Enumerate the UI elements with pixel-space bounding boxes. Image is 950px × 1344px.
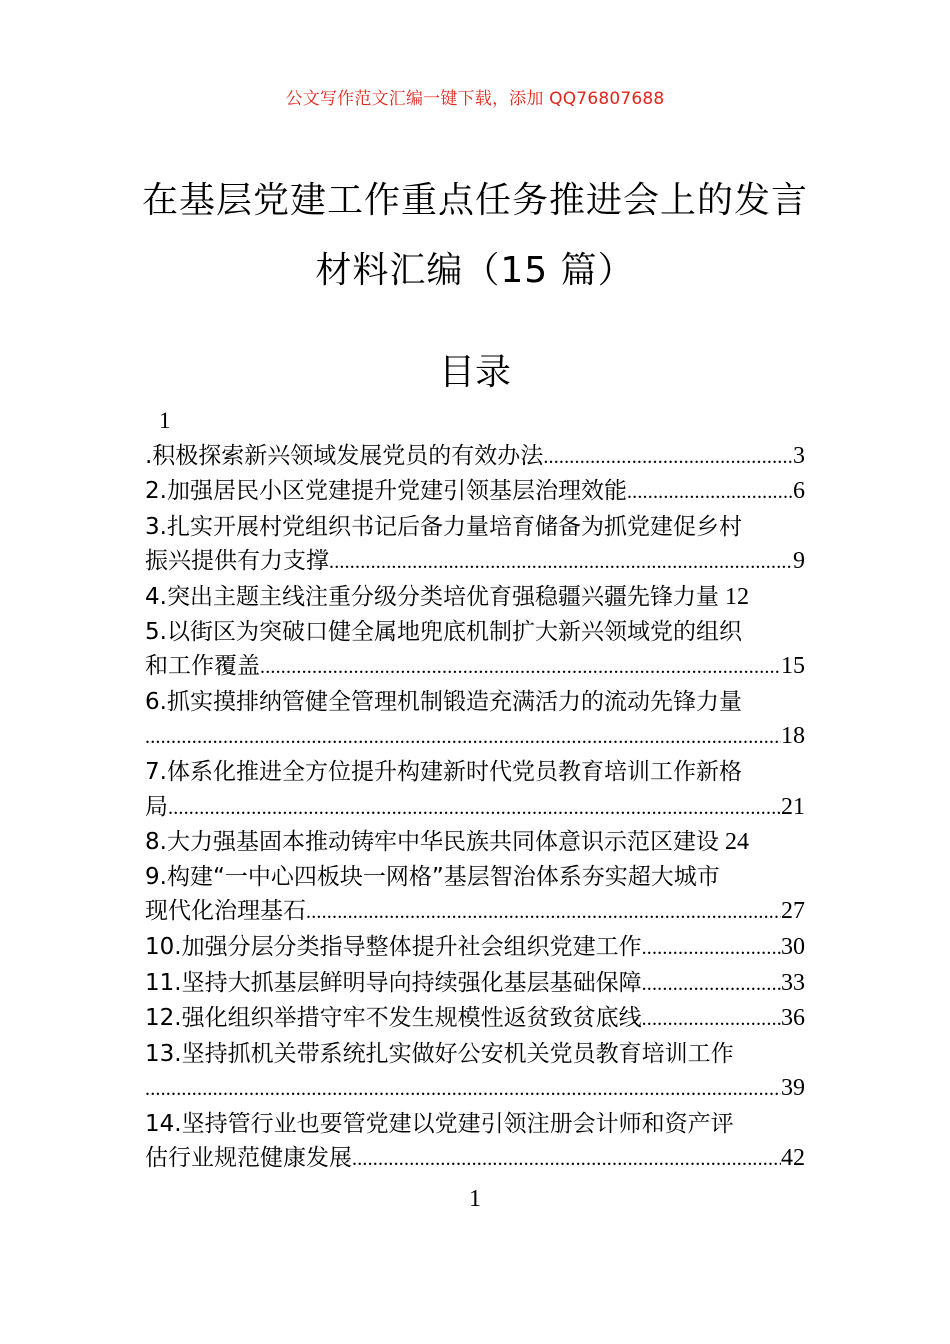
page-number: 1 [469, 1186, 481, 1212]
toc-entry[interactable] [145, 474, 805, 510]
toc-leader-dots [168, 791, 781, 826]
toc-entry-page: 36 [781, 1005, 805, 1032]
toc-heading: 目录 [438, 352, 511, 393]
toc-leader-dots [260, 650, 781, 685]
toc-entry-label: 局 [145, 793, 168, 820]
toc-entry-line1[interactable]: 13.坚持抓机关带系统扎实做好公安机关党员教育培训工作 [145, 1040, 734, 1067]
toc-entry[interactable] [145, 649, 805, 685]
table-of-contents [145, 404, 805, 1177]
toc-entry-label: 12.强化组织举措守牢不发生规模性返贫致贫底线 [145, 1005, 642, 1032]
toc-entry-line1[interactable]: 9.构建“一中心四板块一网格”基层智治体系夯实超大城市 [145, 863, 720, 890]
toc-entry-label: 振兴提供有力支撑 [145, 548, 329, 575]
toc-entry-page: 15 [781, 653, 805, 680]
toc-entry-page: 30 [781, 933, 805, 960]
toc-entry-page: 18 [781, 723, 805, 750]
toc-leader-dots [627, 475, 793, 510]
toc-leader-dots [352, 1142, 781, 1177]
toc-entry-label: 2.加强居民小区党建提升党建引领基层治理效能 [145, 478, 627, 505]
toc-entry[interactable] [145, 825, 805, 860]
toc-leader-dots [145, 720, 781, 755]
toc-leader-dots [642, 1002, 781, 1037]
toc-entry-label: 10.加强分层分类指导整体提升社会组织党建工作 [145, 933, 642, 960]
toc-entry[interactable] [145, 930, 805, 966]
toc-leader-dots [642, 967, 781, 1002]
toc-entry-page: 39 [781, 1075, 805, 1102]
toc-entry-label: 8.大力强基固本推动铸牢中华民族共同体意识示范区建设 [145, 829, 719, 856]
toc-entry-label: 11.坚持大抓基层鲜明导向持续强化基层基础保障 [145, 969, 642, 996]
toc-entry[interactable] [145, 1071, 805, 1107]
toc-entry-label: .积极探索新兴领域发展党员的有效办法 [145, 442, 544, 469]
toc-entry[interactable] [145, 580, 805, 615]
toc-leader-dots [306, 895, 781, 930]
toc-entry-page: 9 [793, 548, 805, 575]
toc-leader-dots [543, 440, 793, 475]
download-banner: 公文写作范文汇编一键下载，添加 QQ76807688 [285, 89, 665, 109]
toc-leader-dots [329, 545, 793, 580]
toc-entry[interactable] [145, 544, 805, 580]
toc-entry-line1[interactable]: 6.抓实摸排纳管健全管理机制锻造充满活力的流动先锋力量 [145, 688, 742, 715]
document-title-line1: 在基层党建工作重点任务推进会上的发言 [141, 180, 808, 221]
toc-entry[interactable] [145, 966, 805, 1002]
toc-entry[interactable] [145, 719, 805, 755]
toc-entry-page: 33 [781, 969, 805, 996]
toc-entry-line1[interactable]: 14.坚持管行业也要管党建以党建引领注册会计师和资产评 [145, 1110, 734, 1137]
toc-entry-page: 6 [793, 478, 805, 505]
toc-entry[interactable] [145, 1141, 805, 1177]
toc-entry-page: 42 [781, 1145, 805, 1172]
toc-entry[interactable] [145, 439, 805, 475]
toc-entry-label: 和工作覆盖 [145, 653, 260, 680]
toc-leader-dots [642, 931, 781, 966]
document-title-line2: 材料汇编（15 篇） [315, 250, 635, 291]
toc-entry[interactable] [145, 1001, 805, 1037]
toc-entry-page: 12 [724, 583, 749, 610]
toc-entry[interactable] [145, 894, 805, 930]
toc-entry-label: 估行业规范健康发展 [145, 1145, 352, 1172]
toc-first-number: 1 [159, 408, 171, 433]
toc-entry-line1[interactable]: 7.体系化推进全方位提升构建新时代党员教育培训工作新格 [145, 758, 742, 785]
toc-entry-page: 3 [793, 442, 805, 469]
toc-entry-line1[interactable]: 5.以街区为突破口健全属地兜底机制扩大新兴领域党的组织 [145, 618, 742, 645]
toc-leader-dots [145, 1072, 781, 1107]
toc-entry-label: 4.突出主题主线注重分级分类培优育强稳疆兴疆先锋力量 [145, 583, 719, 610]
toc-entry-page: 27 [781, 898, 805, 925]
toc-entry-page: 21 [781, 793, 805, 820]
toc-entry-line1[interactable]: 3.扎实开展村党组织书记后备力量培育储备为抓党建促乡村 [145, 513, 742, 540]
toc-entry-label: 现代化治理基石 [145, 898, 306, 925]
toc-entry-page: 24 [724, 829, 749, 856]
toc-entry[interactable] [145, 790, 805, 826]
